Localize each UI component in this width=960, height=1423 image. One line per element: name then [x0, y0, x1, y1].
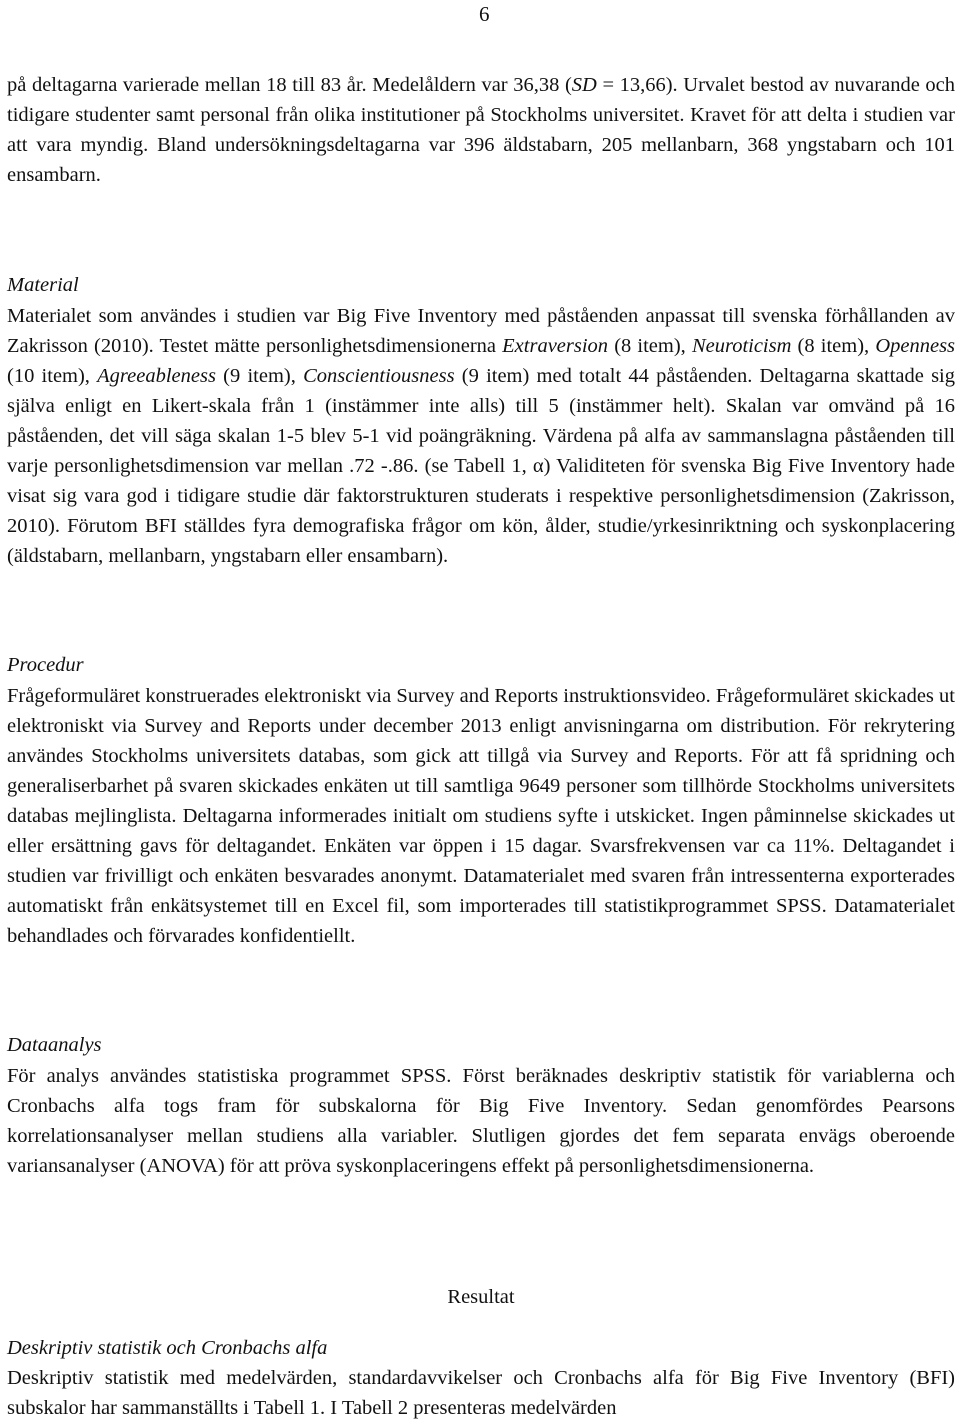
paragraph-participants: på deltagarna varierade mellan 18 till 83 år. Medelåldern var 36,38 (SD = 13,66). Urvalet bestod av nuvarande och tidigare studenter samt personal från olika institutioner på Stockholms universitet. Kravet för att delta i studien var att vara myndig. Bland undersökningsdeltagarna var 396 äldstabarn, 205 mellanbarn, 368 yngstabarn och 101 ensambarn.: [7, 74, 955, 186]
term-openness: Openness: [875, 335, 956, 357]
term-agreeableness: Agreeableness: [97, 365, 216, 387]
term-neuroticism: Neuroticism: [691, 335, 792, 357]
section-heading-dataanalys: Dataanalys: [7, 1034, 102, 1056]
term-conscientiousness: Conscientiousness: [303, 365, 455, 387]
paragraph-dataanalys: För analys användes statistiska programmet SPSS. Först beräknades deskriptiv statistik för variablerna och Cronbachs alfa togs fram för subskalorna för Big Five Inventory. Sedan genomfördes Pearsons korrelationsanalyser mellan studiens alla variabler. Slutligen gjordes det fem separata envägs oberoende variansanalyser (ANOVA) för att pröva syskonplaceringens effekt på personlighetsdimensionerna.: [7, 1065, 955, 1177]
page-number: 6: [479, 2, 490, 26]
paragraph-procedur: Frågeformuläret konstruerades elektroniskt via Survey and Reports instruktionsvideo. Frågeformuläret skickades ut elektroniskt via Survey and Reports under december 2013 enligt anvisningarna om distribution. För rekrytering användes Stockholms universitets databas, som gick att tillgå via Survey and Reports. För att få spridning och generaliserbarhet på svaren skickades enkäten ut till samtliga 9649 personer som tillhörde Stockholms universitets databas mejlinglista. Deltagarna informerades initialt om studiens syfte i utskicket. Ingen påminnelse skickades ut eller ersättning gavs för deltagandet. Enkäten var öppen i 15 dagar. Svarsfrekvensen var ca 11%. Deltagandet i studien var frivilligt och enkäten besvarades anonymt. Datamaterialet med svaren från intressenterna exporterades automatiskt från enkätsystemet till en Excel fil, som importerades till statistikprogrammet SPSS. Datamaterialet behandlades och förvarades konfidentiellt.: [7, 685, 955, 947]
paragraph-material: Materialet som användes i studien var Big Five Inventory med påståenden anpassat till svenska förhållanden av Zakrisson (2010). Testet mätte personlighetsdimensionerna Extraversion (8 item), Neuroticism (8 item), Openness (10 item), Agreeableness (9 item), Conscientiousness (9 item) med totalt 44 påståenden. Deltagarna skattade sig själva enligt en Likert-skala från 1 (instämmer inte alls) till 5 (instämmer helt). Skalan var omvänd på 16 påståenden, det vill säga skalan 1-5 blev 5-1 vid poängräkning. Värdena på alfa av sammanslagna påståenden till varje personlighetsdimension var mellan .72 -.86. (se Tabell 1, α) Validiteten för svenska Big Five Inventory hade visat sig vara god i tidigare studie där faktorstrukturen studerats i respektive personlighetsdimension (Zakrisson, 2010). Förutom BFI ställdes fyra demografiska frågor om kön, ålder, studie/yrkesinriktning och syskonplacering (äldstabarn, mellanbarn, yngstabarn eller ensambarn).: [7, 305, 956, 567]
paragraph-deskriptiv: Deskriptiv statistik med medelvärden, standardavvikelser och Cronbachs alfa för Big Five Inventory (BFI) subskalor har sammanställts i Tabell 1. I Tabell 2 presenteras medelvärden: [7, 1367, 955, 1419]
term-extraversion: Extraversion: [502, 335, 609, 357]
section-heading-material: Material: [7, 274, 79, 296]
section-heading-deskriptiv: Deskriptiv statistik och Cronbachs alfa: [7, 1337, 328, 1359]
sd-symbol: SD: [571, 74, 597, 96]
chapter-heading-resultat: Resultat: [447, 1286, 515, 1308]
section-heading-procedur: Procedur: [7, 654, 84, 676]
